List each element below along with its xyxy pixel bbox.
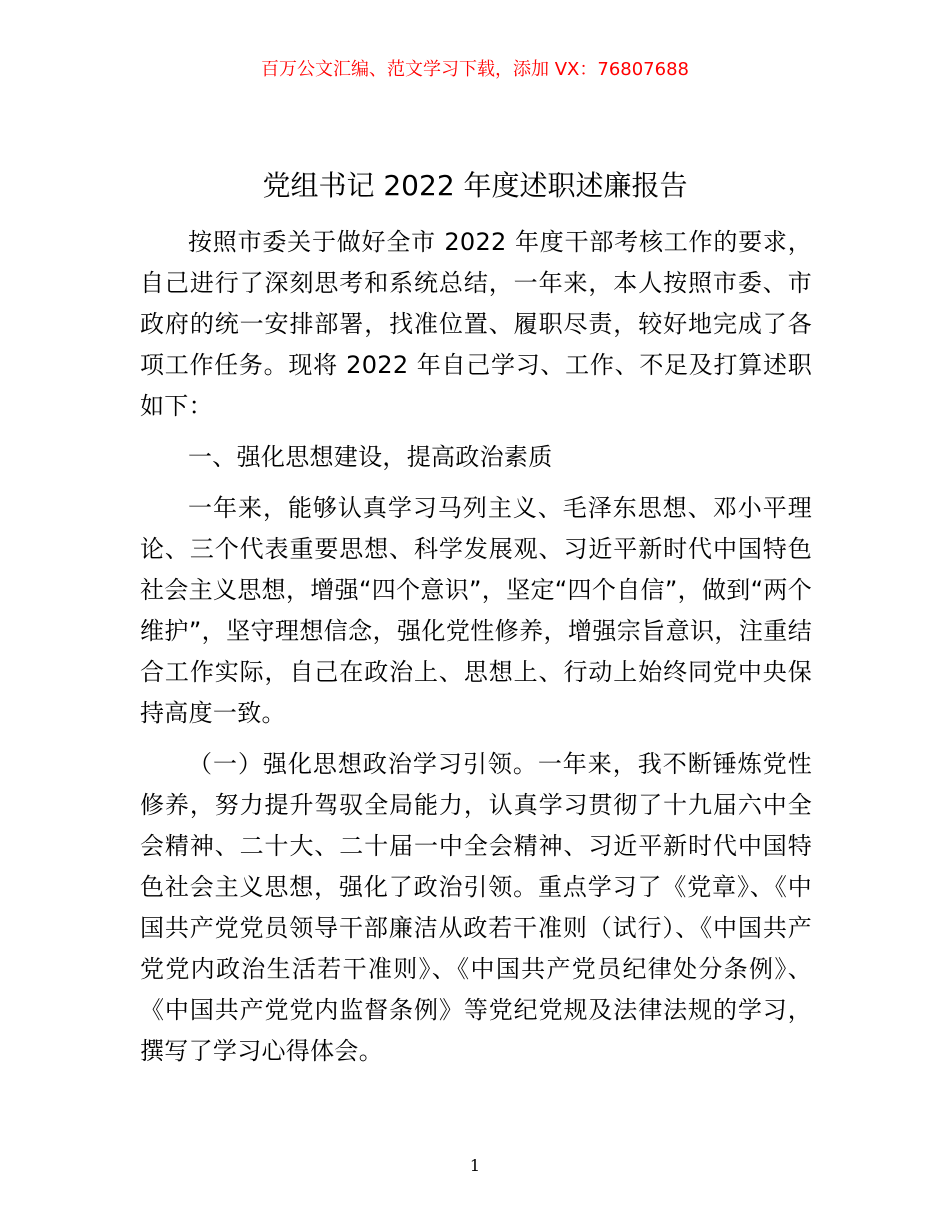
section-heading-1: 一、强化思想建设，提高政治素质 [188,443,553,471]
page-number: 1 [469,1156,481,1175]
paragraph-intro: 按照市委关于做好全市 2022 年度干部考核工作的要求，自己进行了深刻思考和系统总结，一年来，本人按照市委、市政府的统一安排部署，找准位置、履职尽责，较好地完成了各项工作任务。现将 2022 年自己学习、工作、不足及打算述职如下： [140,228,812,420]
paragraph-subsection-1: （一）强化思想政治学习引领。一年来，我不断锤炼党性修养，努力提升驾驭全局能力，认真学习贯彻了十九届六中全会精神、二十大、二十届一中全会精神、习近平新时代中国特色社会主义思想，强化了政治引领。重点学习了《党章》、《中国共产党党员领导干部廉洁从政若干准则（试行）、《中国共产党党内政治生活若干准则》、《中国共产党员纪律处分条例》、《中国共产党党内监督条例》等党纪党规及法律法规的学习，撰写了学习心得体会。 [140,750,812,1065]
paragraph-section-1: 一年来，能够认真学习马列主义、毛泽东思想、邓小平理论、三个代表重要思想、科学发展观、习近平新时代中国特色社会主义思想，增强“四个意识”，坚定“四个自信”，做到“两个维护”，坚守理想信念，强化党性修养，增强宗旨意识，注重结合工作实际，自己在政治上、思想上、行动上始终同党中央保持高度一致。 [140,494,812,727]
document-title: 党组书记 2022 年度述职述廉报告 [262,169,688,202]
document-body [140,222,812,1072]
watermark-header: 百万公文汇编、范文学习下载，添加 VX：76807688 [261,59,689,80]
